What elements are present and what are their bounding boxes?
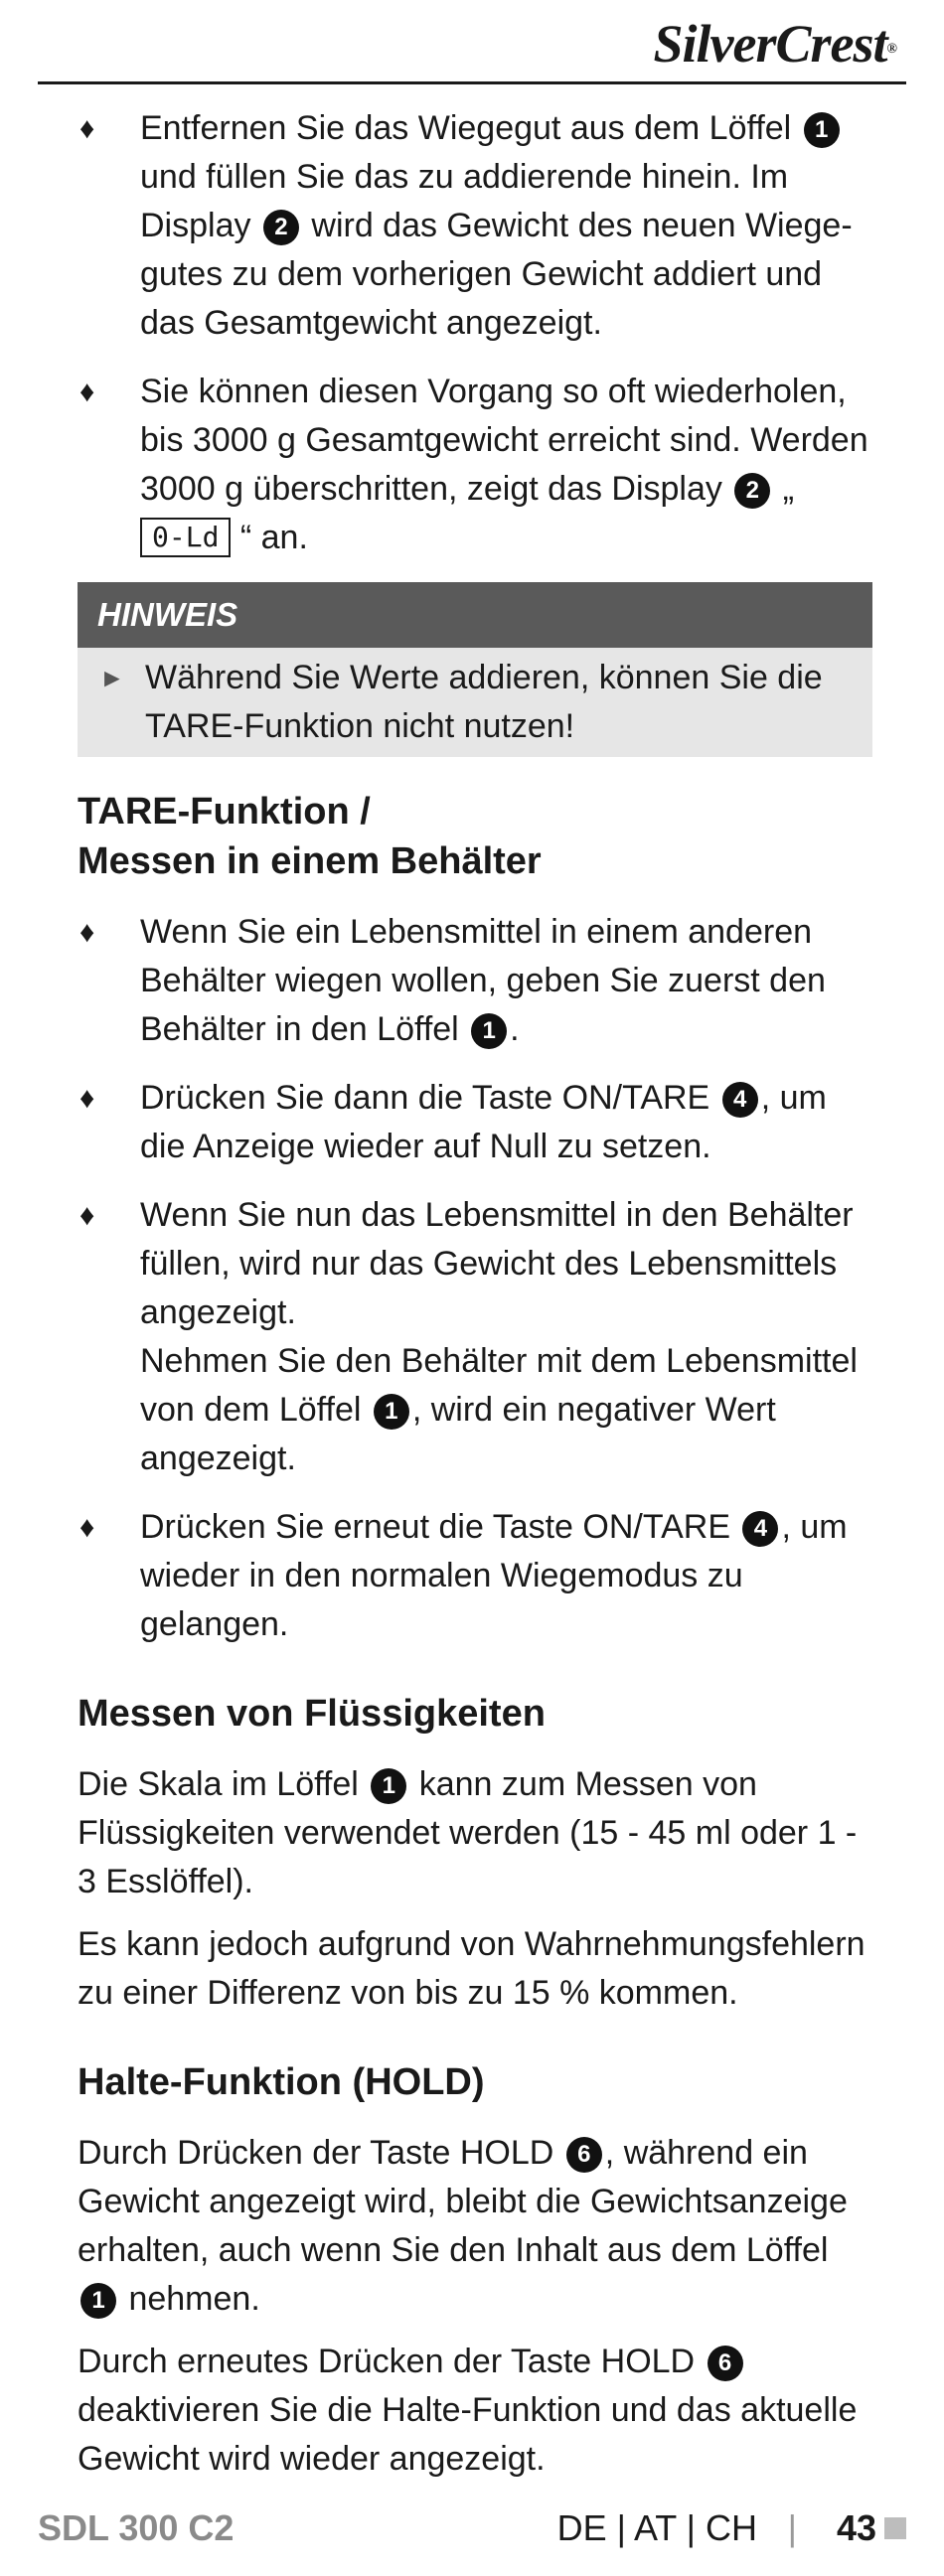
bullet-text: Nehmen Sie den Behälter mit dem Lebensmittel von dem Löffel [140,1342,858,1429]
bullet-text: Wenn Sie nun das Lebensmittel in den Behälter füllen, wird nur das Gewicht des Lebensmittels angezeigt. [140,1196,854,1331]
model-number: SDL 300 C2 [38,2507,235,2548]
page-marker-square [884,2517,906,2539]
brand-logo [654,14,896,74]
bullet-text: “ an. [231,519,308,556]
paragraph-text: nehmen. [119,2280,260,2318]
bullet-fill-container [78,1191,872,1483]
liquids-paragraph-2: Es kann jedoch aufgrund von Wahrnehmungsfehlern zu einer Differenz von bis zu 15 % kommen. [78,1925,865,2012]
display-overload-symbol: 0-Ld [140,518,231,557]
paragraph-text: deaktivieren Sie die Halte-Funktion und das aktuelle Gewicht wird wieder angezeigt. [78,2391,858,2478]
bullet-text: wird das Gewicht des neuen Wiegegutes zu dem vorherigen Gewicht addiert und das Gesamtgewicht angezeigt. [140,207,853,342]
callout-number: 1 [804,112,840,148]
callout-number: 6 [708,2346,743,2381]
paragraph-text: , während ein Gewicht angezeigt wird, bleibt die Gewichtsanzeige erhalten, auch wenn Sie den Inhalt aus dem Löffel [78,2134,848,2269]
note-body [78,648,872,757]
bullet-text: und füllen Sie das zu addierende hinein. Im Display [140,158,789,244]
section-title-hold: Halte-Funktion (HOLD) [78,2061,485,2103]
note-box [78,582,872,757]
liquids-paragraph-1 [78,1760,872,1906]
note-heading: HINWEIS [78,582,872,648]
bullet-text: „ [773,470,795,508]
bullet-text: Drücken Sie erneut die Taste ON/TARE [140,1508,740,1546]
page-footer [38,2503,906,2553]
callout-number: 2 [734,473,770,509]
section-title-tare [78,787,872,886]
bullet-press-tare-again [78,1503,872,1649]
paragraph-text: kann zum Messen von Flüssigkeiten verwendet werden (15 - 45 ml oder 1 - 3 Esslöffel). [78,1765,858,1900]
main-content [78,104,872,2498]
note-text: Während Sie Werte addieren, können Sie die TARE-Funktion nicht nutzen! [145,659,823,745]
section-title-line: TARE-Funktion / [78,791,371,833]
country-codes: DE | AT | CH [556,2507,757,2548]
bullet-text: , um die Anzeige wieder auf Null zu setzen. [140,1079,827,1165]
callout-number: 1 [371,1768,406,1804]
callout-number: 1 [471,1013,507,1049]
callout-number: 4 [742,1511,778,1547]
section-title-liquids: Messen von Flüssigkeiten [78,1693,546,1735]
paragraph-text: Durch erneutes Drücken der Taste HOLD [78,2343,705,2380]
bullet-text: Wenn Sie ein Lebensmittel in einem anderen Behälter wiegen wollen, geben Sie zuerst den Behälter in den Löffel [140,913,826,1048]
brand-name: SilverCrest [653,14,887,74]
callout-number: 6 [566,2137,602,2173]
bullet-repeat-process [78,368,872,562]
callout-number: 1 [374,1394,409,1430]
section-title-line: Messen in einem Behälter [78,840,542,882]
bullet-text: Sie können diesen Vorgang so oft wiederholen, bis 3000 g Gesamtgewicht erreicht sind. Werden 3000 g überschritten, zeigt das Display [140,373,868,508]
footer-separator: | [787,2507,797,2548]
hold-paragraph-2 [78,2338,872,2484]
bullet-press-tare [78,1074,872,1171]
callout-number: 4 [722,1082,758,1118]
trademark-symbol: ® [886,42,896,57]
bullet-text: Drücken Sie dann die Taste ON/TARE [140,1079,719,1117]
hold-paragraph-1 [78,2129,872,2324]
bullet-text: , wird ein negativer Wert angezeigt. [140,1391,776,1477]
paragraph-text: Durch Drücken der Taste HOLD [78,2134,563,2172]
bullet-text: Entfernen Sie das Wiegegut aus dem Löffel [140,109,801,147]
bullet-text: , um wieder in den normalen Wiegemodus zu gelangen. [140,1508,848,1643]
bullet-remove-weighed-item [78,104,872,348]
callout-number: 1 [80,2283,116,2319]
bullet-text: . [510,1010,520,1048]
page-header [38,0,906,84]
arrow-right-icon: ► [99,663,125,692]
paragraph-text: Die Skala im Löffel [78,1765,369,1803]
callout-number: 2 [263,210,299,245]
bullet-container-in-spoon [78,908,872,1054]
page-number: 43 [836,2507,876,2548]
